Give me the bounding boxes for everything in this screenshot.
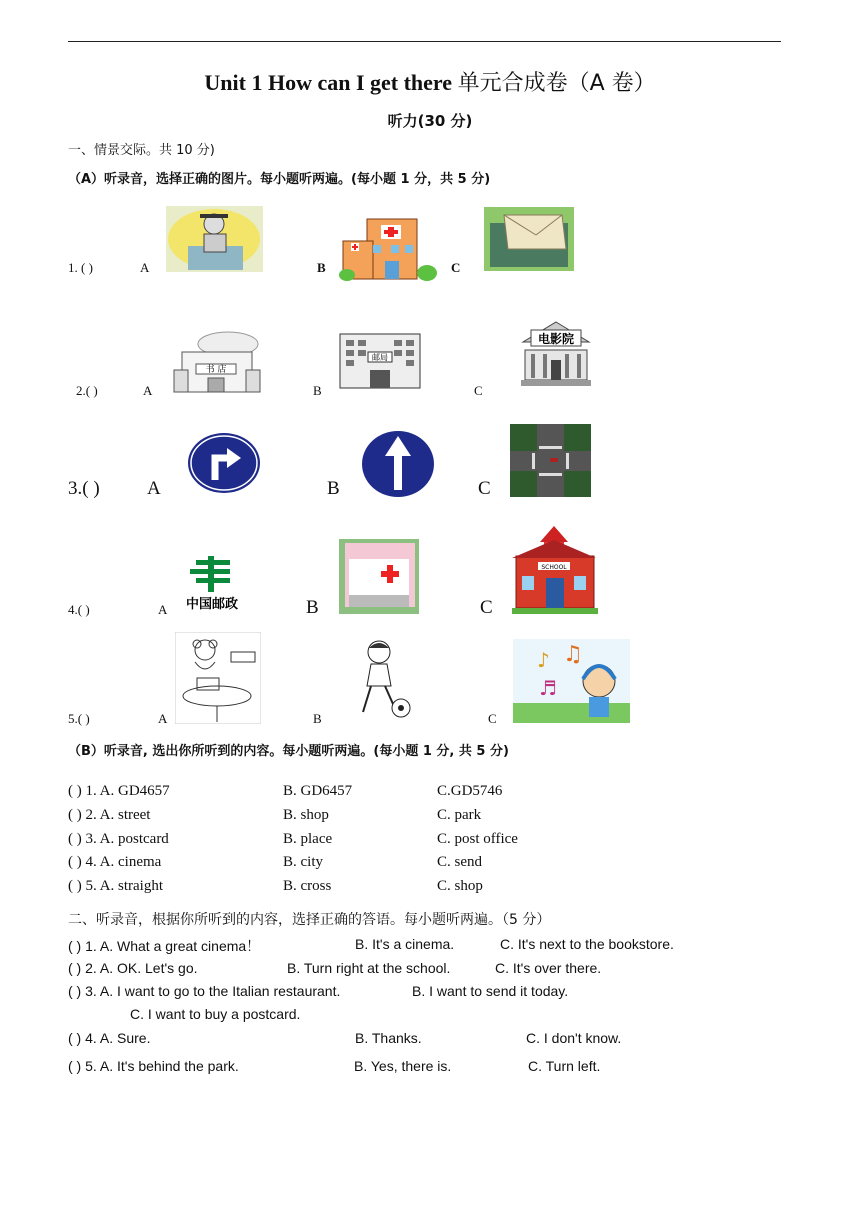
section2-heading: 二、听录音，根据你所听到的内容，选择正确的答语。每小题听两遍。（5 分） <box>68 912 551 928</box>
svg-text:♫: ♫ <box>563 642 583 667</box>
page-title: Unit 1 How can I get there 单元合成卷（A 卷） <box>204 70 656 96</box>
girl-cooking-picture <box>175 632 261 724</box>
q1-label-b: B <box>317 260 326 275</box>
partB-item-3-a: ( ) 3. A. postcard <box>68 831 169 847</box>
partB-item-5-b: B. cross <box>283 878 332 894</box>
section2-item-2-a: ( ) 2. A. OK. Let's go. <box>68 960 198 976</box>
partB-item-1-b: B. GD6457 <box>283 783 353 799</box>
boy-music-picture <box>513 639 630 723</box>
china-post-text: 中国邮政 <box>185 597 239 612</box>
bookstore-picture <box>168 330 264 396</box>
partB-item-3-c: C. post office <box>437 831 518 847</box>
section2-item-1-a: ( ) 1. A. What a great cinema！ <box>68 938 261 954</box>
school-sign: SCHOOL <box>541 564 567 571</box>
section2-item-5-c: C. Turn left. <box>528 1058 601 1074</box>
q1-label-a: A <box>140 260 150 275</box>
q3-label-c: C <box>478 478 491 499</box>
section2-item-4-c: C. I don't know. <box>526 1030 622 1046</box>
section2-item-3-b: B. I want to send it today. <box>412 983 569 999</box>
q3-label-b: B <box>327 478 340 499</box>
q2-label-b: B <box>313 383 322 398</box>
cinema-picture <box>519 320 593 388</box>
bookstore-sign: 书 店 <box>205 365 227 375</box>
turn-right-sign-icon <box>187 432 261 494</box>
q4-number: 4.( ) <box>68 602 90 617</box>
q5-number: 5.( ) <box>68 711 90 726</box>
section2-item-2-b: B. Turn right at the school. <box>287 960 451 976</box>
partB-item-1-c: C.GD5746 <box>437 783 503 799</box>
school-picture <box>508 522 601 615</box>
q4-label-a: A <box>158 602 168 617</box>
china-post-logo <box>174 554 250 614</box>
q5-label-a: A <box>158 711 168 726</box>
post-office-building-picture <box>336 326 424 390</box>
q4-label-b: B <box>306 597 319 618</box>
partA-heading: （A）听录音，选择正确的图片。每小题听两遍。(每小题 1 分，共 5 分) <box>68 172 491 187</box>
partB-item-1-a: ( ) 1. A. GD4657 <box>68 783 170 799</box>
go-straight-sign-icon <box>361 430 435 498</box>
q5-label-b: B <box>313 711 322 726</box>
partB-item-2-a: ( ) 2. A. street <box>68 807 151 823</box>
svg-text:♬: ♬ <box>539 676 557 700</box>
partB-item-2-c: C. park <box>437 807 482 823</box>
cinema-sign: 电影院 <box>537 332 575 346</box>
partB-item-4-a: ( ) 4. A. cinema <box>68 854 162 870</box>
q3-label-a: A <box>147 478 161 499</box>
section1-heading: 一、情景交际。共 10 分) <box>68 143 215 158</box>
partB-item-4-b: B. city <box>283 854 323 870</box>
section2-item-4-b: B. Thanks. <box>355 1030 422 1046</box>
post-office-sign: 邮局 <box>372 353 388 362</box>
q2-number: 2.( ) <box>76 383 98 398</box>
hospital-picture <box>339 215 437 281</box>
svg-text:♪: ♪ <box>537 648 550 672</box>
partB-heading: （B）听录音, 选出你所听到的内容。每小题听两遍。(每小题 1 分, 共 5 分) <box>68 744 509 759</box>
robot-picture <box>166 206 263 272</box>
q4-label-c: C <box>480 597 493 618</box>
section2-item-3-c: C. I want to buy a postcard. <box>130 1006 301 1022</box>
q1-number: 1. ( ) <box>68 260 93 275</box>
section2-item-2-c: C. It's over there. <box>495 960 602 976</box>
section2-item-1-c: C. It's next to the bookstore. <box>500 936 674 952</box>
q5-label-c: C <box>488 711 497 726</box>
partB-item-4-c: C. send <box>437 854 482 870</box>
hospital-sign-picture <box>339 539 419 614</box>
q1-label-c: C <box>451 260 461 275</box>
crossroad-picture <box>510 424 591 497</box>
post-office-picture <box>484 207 574 271</box>
partB-item-5-a: ( ) 5. A. straight <box>68 878 163 894</box>
q2-label-a: A <box>143 383 153 398</box>
section2-item-5-a: ( ) 5. A. It's behind the park. <box>68 1058 239 1074</box>
partB-item-5-c: C. shop <box>437 878 483 894</box>
partB-item-2-b: B. shop <box>283 807 329 823</box>
boy-football-picture <box>355 638 415 720</box>
top-rule <box>68 41 781 42</box>
partB-item-3-b: B. place <box>283 831 333 847</box>
section2-item-4-a: ( ) 4. A. Sure. <box>68 1030 151 1046</box>
listening-subtitle: 听力(30 分) <box>387 112 473 130</box>
q3-number: 3.( ) <box>68 478 100 499</box>
section2-item-3-a: ( ) 3. A. I want to go to the Italian restaurant. <box>68 983 341 999</box>
section2-item-1-b: B. It's a cinema. <box>355 936 455 952</box>
section2-item-5-b: B. Yes, there is. <box>354 1058 452 1074</box>
q2-label-c: C <box>474 383 483 398</box>
